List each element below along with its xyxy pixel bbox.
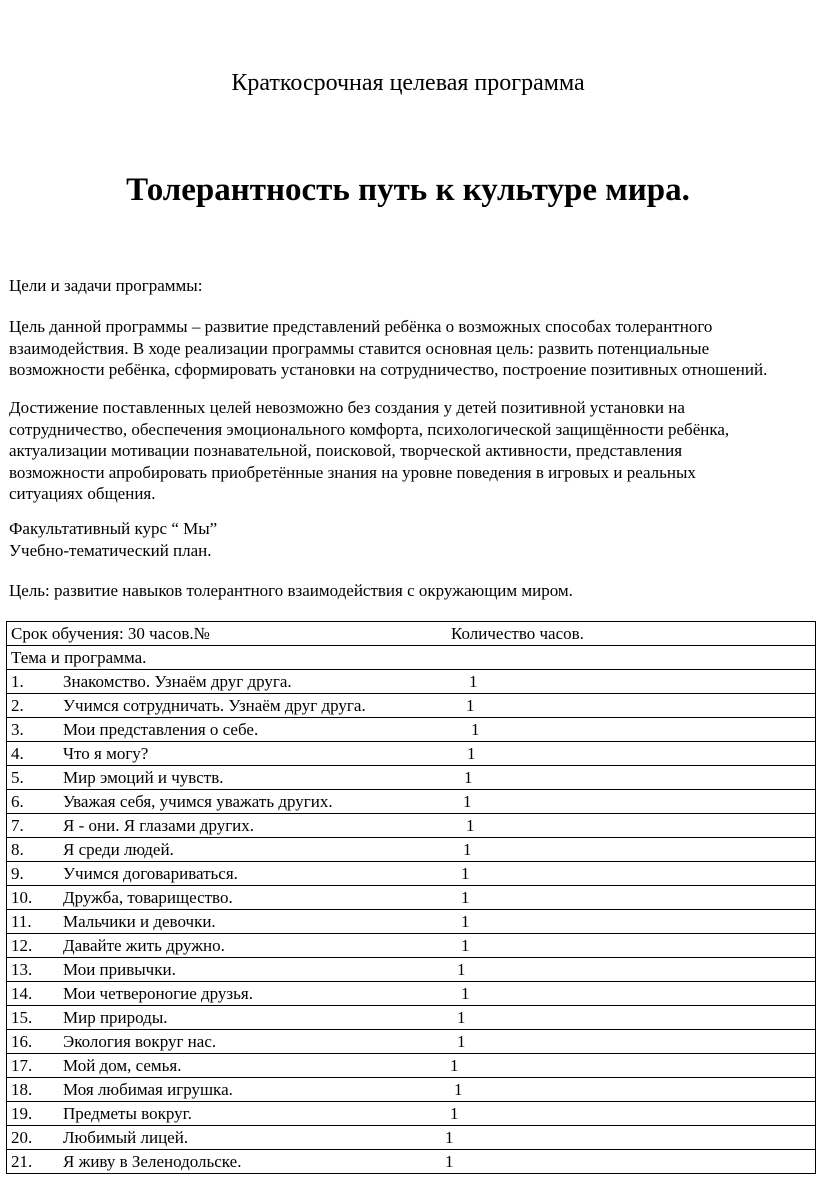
table-row bbox=[7, 886, 816, 910]
table-row bbox=[7, 1150, 816, 1174]
row-number: 12. bbox=[11, 935, 33, 955]
row-topic: Мой дом, семья. bbox=[63, 1055, 182, 1075]
row-hours: 1 bbox=[466, 815, 475, 835]
row-hours: 1 bbox=[454, 1079, 463, 1099]
topic-header: Тема и программа. bbox=[11, 647, 147, 667]
row-number: 10. bbox=[11, 887, 33, 907]
row-hours: 1 bbox=[457, 959, 466, 979]
row-topic: Учимся договариваться. bbox=[63, 863, 238, 883]
table-cell bbox=[7, 718, 816, 742]
row-topic: Мир природы. bbox=[63, 1007, 168, 1027]
table-header-row bbox=[7, 622, 816, 646]
table-cell bbox=[7, 814, 816, 838]
row-hours: 1 bbox=[469, 671, 478, 691]
row-number: 6. bbox=[11, 791, 24, 811]
table-cell bbox=[7, 1006, 816, 1030]
table-row bbox=[7, 790, 816, 814]
row-number: 17. bbox=[11, 1055, 33, 1075]
row-topic: Мои четвероногие друзья. bbox=[63, 983, 253, 1003]
achievement-paragraph-line: ситуациях общения. bbox=[9, 484, 156, 503]
row-hours: 1 bbox=[450, 1103, 459, 1123]
row-number: 13. bbox=[11, 959, 33, 979]
table-row bbox=[7, 1006, 816, 1030]
table-row bbox=[7, 766, 816, 790]
table-row bbox=[7, 1078, 816, 1102]
row-number: 8. bbox=[11, 839, 24, 859]
row-number: 21. bbox=[11, 1151, 33, 1171]
table-cell bbox=[7, 838, 816, 862]
row-number: 3. bbox=[11, 719, 24, 739]
row-topic: Что я могу? bbox=[63, 743, 149, 763]
table-header-cell bbox=[7, 622, 816, 646]
thematic-plan-table bbox=[6, 621, 816, 1174]
program-title: Толерантность путь к культуре мира. bbox=[126, 172, 690, 208]
row-number: 20. bbox=[11, 1127, 33, 1147]
table-row bbox=[7, 1126, 816, 1150]
row-number: 19. bbox=[11, 1103, 33, 1123]
row-topic: Любимый лицей. bbox=[63, 1127, 189, 1147]
table-row bbox=[7, 814, 816, 838]
row-hours: 1 bbox=[445, 1127, 454, 1147]
row-hours: 1 bbox=[467, 743, 476, 763]
table-row bbox=[7, 1102, 816, 1126]
row-number: 5. bbox=[11, 767, 24, 787]
row-hours: 1 bbox=[461, 911, 470, 931]
achievement-paragraph-line: возможности апробировать приобретённые знания на уровне поведения в игровых и реальных bbox=[9, 462, 696, 482]
achievement-paragraph-line: Достижение поставленных целей невозможно без создания у детей позитивной установки на bbox=[9, 398, 685, 417]
table-cell bbox=[7, 934, 816, 958]
course-goal: Цель: развитие навыков толерантного взаимодействия с окружающим миром. bbox=[9, 581, 573, 600]
row-topic: Мальчики и девочки. bbox=[63, 911, 216, 931]
row-topic: Мои привычки. bbox=[63, 959, 176, 979]
row-topic: Дружба, товарищество. bbox=[63, 887, 233, 907]
table-subheader-cell bbox=[7, 646, 816, 670]
hours-header: Количество часов. bbox=[451, 623, 584, 643]
table-row bbox=[7, 1054, 816, 1078]
table-cell bbox=[7, 766, 816, 790]
table-cell bbox=[7, 982, 816, 1006]
table-row bbox=[7, 862, 816, 886]
table-cell bbox=[7, 1030, 816, 1054]
table-cell bbox=[7, 910, 816, 934]
row-hours: 1 bbox=[445, 1151, 454, 1171]
row-topic: Мир эмоций и чувств. bbox=[63, 767, 224, 787]
achievement-paragraph bbox=[9, 397, 809, 505]
row-number: 15. bbox=[11, 1007, 33, 1027]
row-hours: 1 bbox=[461, 983, 470, 1003]
table-cell bbox=[7, 742, 816, 766]
row-number: 1. bbox=[11, 671, 24, 691]
table-row bbox=[7, 958, 816, 982]
row-topic: Моя любимая игрушка. bbox=[63, 1079, 233, 1099]
goal-paragraph-line: Цель данной программы – развитие представлений ребёнка о возможных способах толерантного bbox=[9, 317, 713, 336]
row-number: 9. bbox=[11, 863, 24, 883]
table-cell bbox=[7, 958, 816, 982]
row-number: 11. bbox=[11, 911, 32, 931]
row-hours: 1 bbox=[457, 1031, 466, 1051]
goals-heading: Цели и задачи программы: bbox=[9, 276, 203, 295]
row-hours: 1 bbox=[466, 695, 475, 715]
row-number: 2. bbox=[11, 695, 24, 715]
row-hours: 1 bbox=[450, 1055, 459, 1075]
program-subtitle: Краткосрочная целевая программа bbox=[231, 70, 585, 96]
table-row bbox=[7, 670, 816, 694]
row-topic: Экология вокруг нас. bbox=[63, 1031, 217, 1051]
row-hours: 1 bbox=[464, 767, 473, 787]
row-topic: Предметы вокруг. bbox=[63, 1103, 192, 1123]
row-topic: Знакомство. Узнаём друг друга. bbox=[63, 671, 292, 691]
row-number: 7. bbox=[11, 815, 24, 835]
row-topic: Я живу в Зеленодольске. bbox=[63, 1151, 242, 1171]
table-subheader-row bbox=[7, 646, 816, 670]
table-row bbox=[7, 694, 816, 718]
row-hours: 1 bbox=[457, 1007, 466, 1027]
table-cell bbox=[7, 1078, 816, 1102]
table-cell bbox=[7, 670, 816, 694]
row-hours: 1 bbox=[463, 791, 472, 811]
table-row bbox=[7, 838, 816, 862]
row-hours: 1 bbox=[471, 719, 480, 739]
table-row bbox=[7, 934, 816, 958]
goal-paragraph-line: взаимодействия. В ходе реализации программы ставится основная цель: развить потенциальные bbox=[9, 338, 710, 358]
duration-header: Срок обучения: 30 часов.№ bbox=[11, 623, 210, 643]
plan-name: Учебно-тематический план. bbox=[9, 541, 212, 560]
table-row bbox=[7, 742, 816, 766]
row-hours: 1 bbox=[461, 887, 470, 907]
row-topic: Мои представления о себе. bbox=[63, 719, 259, 739]
table-cell bbox=[7, 862, 816, 886]
table-cell bbox=[7, 1102, 816, 1126]
row-number: 18. bbox=[11, 1079, 33, 1099]
row-topic: Я - они. Я глазами других. bbox=[63, 815, 255, 835]
row-topic: Учимся сотрудничать. Узнаём друг друга. bbox=[63, 695, 366, 715]
table-cell bbox=[7, 1054, 816, 1078]
goal-paragraph bbox=[9, 316, 809, 381]
table-row bbox=[7, 718, 816, 742]
table-cell bbox=[7, 790, 816, 814]
goal-paragraph-line: возможности ребёнка, сформировать установки на сотрудничество, построение позитивных отношений. bbox=[9, 360, 768, 379]
table-cell bbox=[7, 1150, 816, 1174]
row-hours: 1 bbox=[463, 839, 472, 859]
course-name: Факультативный курс “ Мы” bbox=[9, 519, 218, 538]
table-row bbox=[7, 1030, 816, 1054]
row-topic: Давайте жить дружно. bbox=[63, 935, 225, 955]
achievement-paragraph-line: актуализации мотивации познавательной, поисковой, творческой активности, представления bbox=[9, 441, 683, 460]
row-hours: 1 bbox=[461, 863, 470, 883]
table-cell bbox=[7, 886, 816, 910]
row-number: 14. bbox=[11, 983, 33, 1003]
row-topic: Я среди людей. bbox=[63, 839, 174, 859]
achievement-paragraph-line: сотрудничество, обеспечения эмоционального комфорта, психологической защищённости ребёнка, bbox=[9, 419, 730, 439]
row-hours: 1 bbox=[461, 935, 470, 955]
table-cell bbox=[7, 694, 816, 718]
row-number: 16. bbox=[11, 1031, 33, 1051]
table-row bbox=[7, 910, 816, 934]
row-topic: Уважая себя, учимся уважать других. bbox=[63, 791, 333, 811]
row-number: 4. bbox=[11, 743, 24, 763]
table-cell bbox=[7, 1126, 816, 1150]
table-row bbox=[7, 982, 816, 1006]
